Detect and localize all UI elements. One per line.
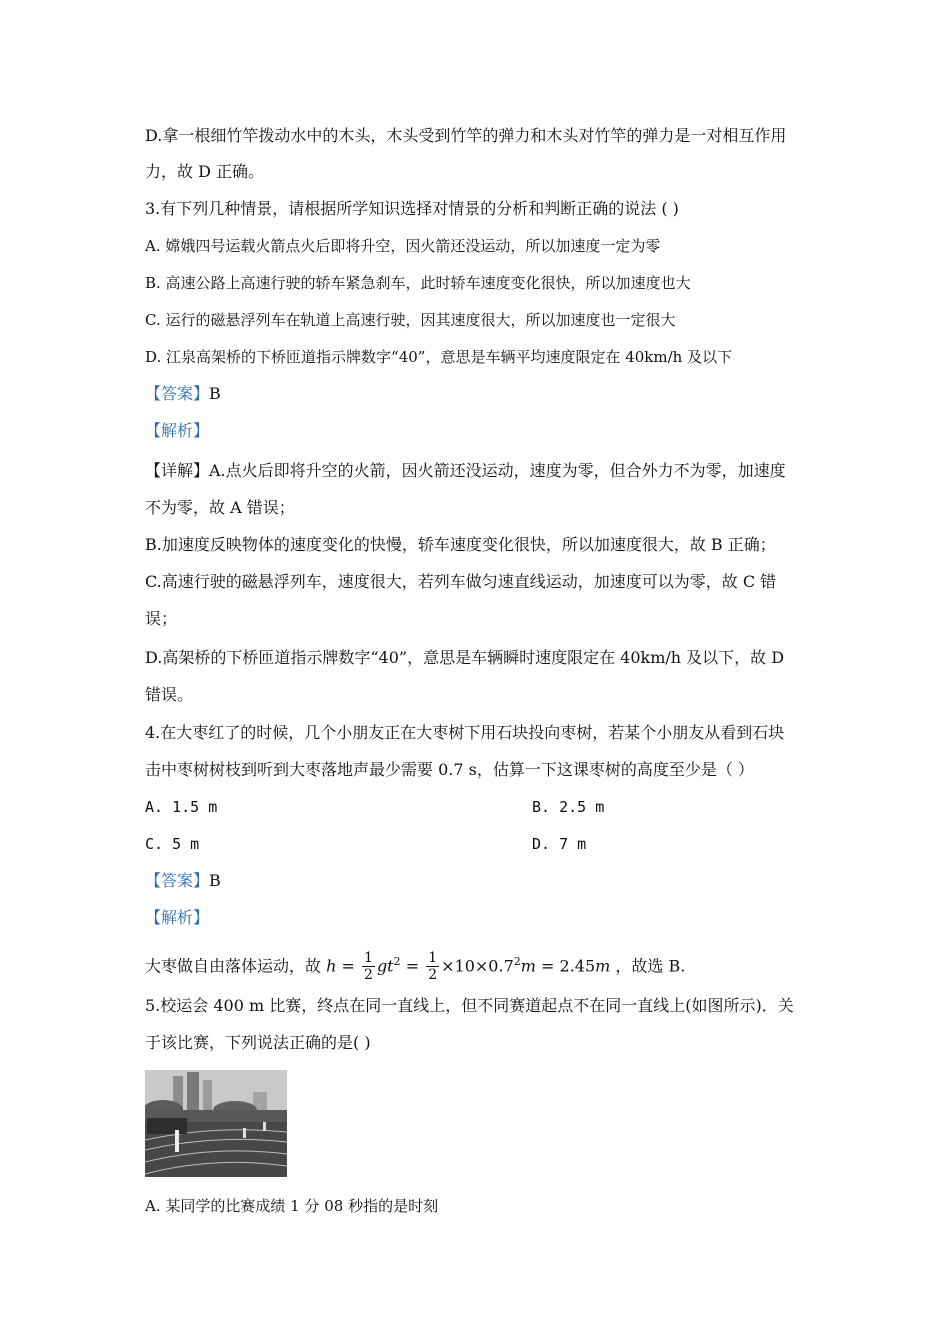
question-4-option-b: B. 2.5 m [532,798,605,816]
question-3-stem: 3.有下列几种情景，请根据所学知识选择对情景的分析和判断正确的说法 ( ) [145,199,679,218]
text-line: D.拿一根细竹竿拨动水中的木头，木头受到竹竿的弹力和木头对竹竿的弹力是一对相互作用 [145,126,787,145]
track-race-photo [145,1070,287,1177]
text-line: B.加速度反映物体的速度变化的快慢，轿车速度变化很快，所以加速度很大，故 B 正确； [145,535,776,554]
text-line: D.高架桥的下桥匝道指示牌数字“40”，意思是车辆瞬时速度限定在 40km/h 及以下，故 D [145,648,785,667]
answer-value: B [209,384,221,403]
question-5-stem: 5.校运会 400 m 比赛，终点在同一直线上，但不同赛道起点不在同一直线上(如图所示)．关 [145,996,794,1015]
question-4-analysis-tag [145,907,209,929]
fraction-half: $\frac{1}{2}$ [428,950,438,984]
formula-gt: gt [376,956,394,976]
question-3-option-a: A. 嫦娥四号运载火箭点火后即将升空，因火箭还没运动，所以加速度一定为零 [145,237,661,255]
question-3-answer [145,383,221,405]
question-4-stem: 4.在大枣红了的时候，几个小朋友正在大枣树下用石块投向枣树，若某个小朋友从看到石块 [145,723,785,742]
fraction-half: $\frac{1}{2}$ [364,950,373,984]
answer-tag: 【答案】 [145,871,210,890]
text-line: 力，故 D 正确。 [145,162,265,181]
text-line: 不为零，故 A 错误； [145,498,295,517]
text-line: C.高速行驶的磁悬浮列车，速度很大，若列车做匀速直线运动，加速度可以为零，故 C 错 [145,572,777,591]
question-3-option-c: C. 运行的磁悬浮列车在轨道上高速行驶，因其速度很大，所以加速度也一定很大 [145,311,676,329]
question-5-option-a: A. 某同学的比赛成绩 1 分 08 秒指的是时刻 [145,1197,439,1215]
formula-result: = 2.45 [541,956,596,976]
question-4-option-d: D. 7 m [532,835,587,853]
formula-unit: m [520,956,536,976]
formula-prefix: 大枣做自由落体运动，故 [145,956,322,976]
formula-suffix: ，故选 B. [615,956,686,976]
answer-tag: 【答案】 [145,384,210,403]
question-5-stem: 于该比赛，下列说法正确的是( ) [145,1033,371,1052]
question-4-formula: 大枣做自由落体运动，故 h = $\frac{1}{2}$ $gt^2$ = $\frac{1}{2}$ $\times 10\times 0.7^2m = 2.45m$ ，故选 B. [145,950,686,984]
question-3-option-b: B. 高速公路上高速行驶的轿车紧急刹车，此时轿车速度变化很快，所以加速度也大 [145,274,691,292]
question-4-option-a: A. 1.5 m [145,798,218,816]
analysis-tag: 【解析】 [145,908,210,927]
text-line: 误； [145,609,178,628]
question-3-option-d: D. 江泉高架桥的下桥匝道指示牌数字“40”，意思是车辆平均速度限定在 40km/h 及以下 [145,348,733,366]
question-4-stem: 击中枣树树枝到听到大枣落地声最少需要 0.7 s，估算一下这课枣树的高度至少是（ ） [145,760,754,779]
question-4-option-c: C. 5 m [145,835,200,853]
text-line: 【详解】A.点火后即将升空的火箭，因火箭还没运动，速度为零，但合外力不为零，加速度 [145,461,786,480]
analysis-tag: 【解析】 [145,421,210,440]
formula-h: h [326,956,337,976]
question-4-answer [145,870,221,892]
formula-unit: m [595,956,611,976]
formula-equals: = [405,956,420,976]
formula-product: ×10×0.7 [441,956,514,976]
question-3-analysis-tag [145,420,209,442]
answer-value: B [209,871,221,890]
track-race-photo-graphic [145,1070,287,1177]
text-line: 错误。 [145,685,194,704]
formula-equals: = [341,956,355,976]
